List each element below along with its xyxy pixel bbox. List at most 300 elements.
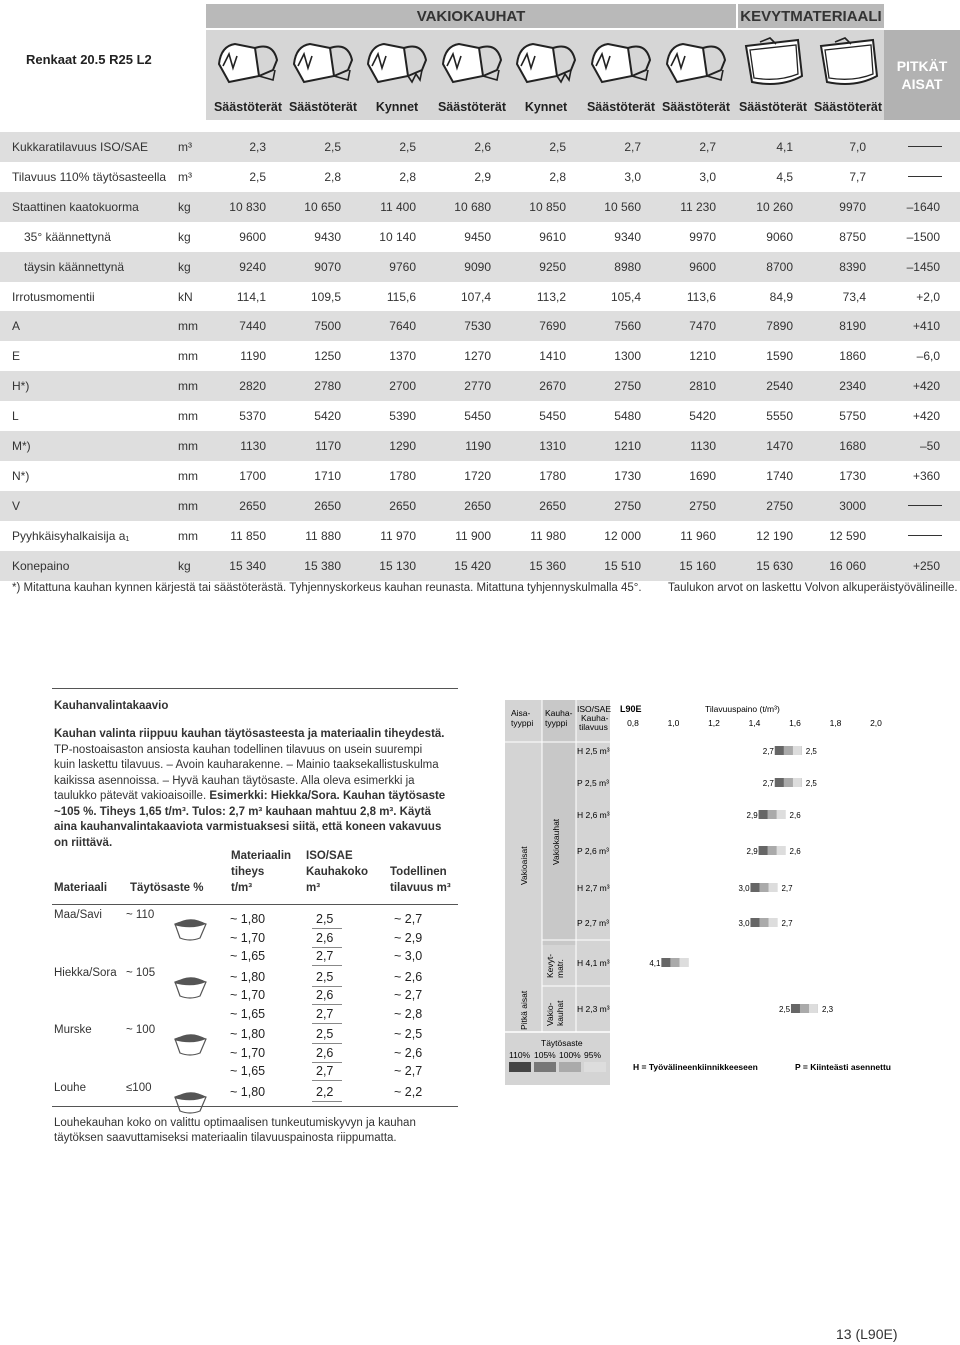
- dash-line: [908, 176, 942, 177]
- row-value: 8980: [614, 259, 641, 274]
- chart-value-label: 2,3: [821, 1005, 834, 1014]
- row-label: Pyyhkäisyhalkaisija a₁: [12, 528, 130, 543]
- chart-bar: [777, 810, 786, 819]
- row-value: 1590: [766, 349, 793, 364]
- table-row: [0, 461, 960, 491]
- row-value: 1690: [689, 468, 716, 483]
- actual-h1: Todellinen: [390, 866, 447, 878]
- density-h1: Materiaalin: [231, 850, 292, 862]
- bucket-edge-icon-graphic: [588, 36, 654, 90]
- fill-swatch: [534, 1062, 556, 1072]
- row-value: 9430: [314, 229, 341, 244]
- chart-head-kauha: tyyppi: [545, 718, 568, 728]
- row-value: 2650: [389, 498, 416, 513]
- material-fill: ≤100: [126, 1081, 152, 1094]
- row-value: 2,7: [699, 140, 716, 154]
- row-value: 9340: [614, 229, 641, 244]
- material-cell: 2,5: [316, 912, 334, 926]
- material-cell: ~ 2,8: [394, 1006, 423, 1021]
- chart-title: Tilavuuspaino (t/m³): [705, 704, 780, 714]
- table-row: [0, 192, 960, 222]
- row-label: Tilavuus 110% täytösasteella: [12, 169, 167, 184]
- row-value: 1410: [539, 349, 566, 364]
- row-value: 2750: [614, 498, 641, 513]
- chart-bar: [768, 846, 777, 855]
- row-unit: m³: [178, 140, 192, 154]
- chart-value-label: 3,0: [738, 884, 750, 893]
- row-value: 2,8: [549, 169, 566, 184]
- row-value: 1170: [315, 439, 341, 453]
- row-value: 3000: [839, 498, 866, 513]
- row-value: 8390: [839, 259, 866, 274]
- material-cell: ~ 1,70: [230, 988, 266, 1002]
- row-label: L: [12, 409, 19, 424]
- row-value-long-arm: –50: [919, 439, 940, 453]
- row-unit: kg: [178, 229, 191, 244]
- material-cell: ~ 2,5: [394, 1027, 423, 1041]
- row-value: 2700: [389, 379, 416, 394]
- row-value: 2,5: [549, 140, 566, 154]
- chart-x-tick: 1,4: [748, 718, 761, 728]
- row-value: 8750: [839, 229, 866, 244]
- column-label: Kynnet: [375, 100, 419, 114]
- bucket-edge-icon-graphic: [290, 36, 356, 90]
- underline: [312, 928, 342, 929]
- bucket-fill-icon: [172, 1089, 208, 1115]
- divider: [52, 904, 458, 905]
- row-value: 1730: [614, 468, 641, 483]
- row-value: 2810: [689, 379, 716, 394]
- row-value: 2750: [766, 498, 793, 513]
- group-kevyt: Kevyt-: [545, 953, 555, 978]
- row-label: täysin käännettynä: [24, 259, 125, 274]
- row-value: 15 510: [604, 558, 641, 573]
- material-cell: 2,2: [316, 1084, 334, 1099]
- row-value: 8190: [839, 319, 866, 334]
- dash-line: [908, 146, 942, 147]
- row-value: 2540: [766, 379, 793, 394]
- material-cell: ~ 2,6: [394, 969, 423, 984]
- chart-value-label: 2,5: [778, 1005, 791, 1014]
- row-value: 15 130: [379, 558, 416, 573]
- row-value: 5750: [839, 409, 866, 424]
- bucket-teeth-icon-graphic: [364, 36, 430, 90]
- material-name: Maa/Savi: [54, 909, 102, 921]
- intro-p1: TP-nostoaisaston ansiosta kauhan todellinen tilavuus on usein suurempi: [54, 743, 423, 756]
- intro-p5: ~105 %. Tiheys 1,65 t/m³. Tulos: 2,7 m³ kauhaan mahtuu 2,8 m³. Käytä: [54, 805, 431, 818]
- chart-x-tick: 1,6: [789, 718, 801, 728]
- bucket-edge-icon: [660, 30, 732, 92]
- row-value: 1190: [465, 439, 491, 453]
- row-value: 2,8: [399, 169, 416, 184]
- column-label: Säästöterät: [738, 100, 808, 114]
- row-value: 1680: [839, 439, 866, 453]
- row-value: 7,0: [849, 140, 866, 154]
- row-value: 9250: [539, 259, 566, 274]
- material-cell: 2,6: [316, 1045, 334, 1060]
- row-value: 114,1: [236, 289, 266, 304]
- chart-bar: [777, 846, 786, 855]
- chart-row-label: P 2,7 m³: [577, 918, 609, 928]
- row-value: 10 560: [604, 199, 641, 214]
- col-fill: Täytösaste %: [130, 882, 204, 894]
- row-value-long-arm: –1640: [906, 199, 940, 214]
- row-value: 5370: [239, 409, 266, 424]
- row-unit: mm: [178, 409, 198, 424]
- column-label: Säästöterät: [213, 100, 283, 114]
- table-row: [0, 401, 960, 431]
- chart-head-kauha: Kauha-: [545, 708, 573, 718]
- row-value: 2650: [464, 498, 491, 513]
- group-vakiokauhat2: kauhat: [555, 1000, 565, 1026]
- footnote: *) Mitattuna kauhan kynnen kärjestä tai säästöterästä. Tyhjennyskorkeus kauhan reunasta. Mitattuna tyhjennyskulmalla 45°.: [12, 582, 642, 594]
- row-value: 1130: [690, 439, 716, 453]
- chart-value-label: 4,1: [649, 959, 661, 968]
- group-vakiokauhat: VAKIOKAUHAT: [206, 4, 736, 28]
- pitkat-line1: PITKÄT: [896, 58, 948, 74]
- row-value: 9600: [689, 259, 716, 274]
- table-row: [0, 521, 960, 551]
- table-row: [0, 371, 960, 401]
- row-label: V: [12, 498, 21, 513]
- fill-level: 100%: [559, 1050, 581, 1060]
- row-value: 1780: [389, 468, 416, 483]
- row-value: 7,7: [849, 169, 866, 184]
- row-value: 2650: [539, 498, 566, 513]
- row-value: 15 380: [304, 558, 341, 573]
- row-label: M*): [12, 439, 31, 453]
- bucket-edge-icon: [212, 30, 284, 92]
- row-label: Konepaino: [12, 558, 70, 573]
- row-value: 15 160: [679, 558, 716, 573]
- row-value: 15 360: [529, 558, 566, 573]
- row-value: 10 830: [229, 199, 266, 214]
- row-unit: mm: [178, 468, 198, 483]
- col-material: Materiaali: [54, 882, 108, 894]
- row-value: 2340: [839, 379, 866, 394]
- dash-line: [908, 505, 942, 506]
- row-value: 1780: [539, 468, 566, 483]
- row-value: 7530: [464, 319, 491, 334]
- chart-bar: [793, 746, 802, 755]
- row-unit: mm: [178, 379, 198, 394]
- row-value: 11 900: [455, 528, 491, 543]
- dash-line: [908, 535, 942, 536]
- material-cell: ~ 1,80: [230, 969, 266, 984]
- row-value: 1700: [239, 468, 266, 483]
- chart-value-label: 2,9: [746, 811, 758, 820]
- iso-h3: m³: [306, 882, 321, 894]
- row-value: 9760: [389, 259, 416, 274]
- intro-p6: aina kauhanvalintakaaviota varmistuaksesi siitä, että koneen vakavuus: [54, 821, 442, 833]
- table-row: [0, 222, 960, 252]
- row-value: 5450: [539, 409, 566, 424]
- row-label: 35° käännettynä: [24, 229, 111, 244]
- page-number: 13 (L90E): [836, 1326, 898, 1342]
- row-unit: kN: [178, 289, 193, 304]
- column-label: Säästöterät: [661, 100, 731, 114]
- intro-p4b: Esimerkki: Hiekka/Sora. Kauhan täytösaste: [209, 790, 446, 802]
- row-value: 16 060: [829, 558, 866, 573]
- row-value: 1130: [240, 439, 266, 453]
- row-value: 7640: [389, 319, 416, 334]
- material-fill: ~ 105: [126, 966, 156, 979]
- row-value: 15 630: [756, 558, 793, 573]
- fill-level: 110%: [509, 1050, 531, 1060]
- bucket-edge-icon: [287, 30, 359, 92]
- row-value: 2,6: [474, 140, 491, 154]
- bucket-teeth-icon: [361, 30, 433, 92]
- row-value: 11 980: [530, 528, 566, 543]
- row-value: 2670: [539, 379, 566, 394]
- fill-swatch: [584, 1062, 606, 1072]
- iso-h2: Kauhakoko: [306, 866, 368, 878]
- material-name: Hiekka/Sora: [54, 966, 117, 979]
- column-label: Kynnet: [524, 100, 568, 114]
- row-value: 5420: [689, 409, 716, 424]
- density-h3: t/m³: [231, 882, 253, 894]
- intro-p4: [54, 789, 474, 805]
- underline: [312, 947, 342, 948]
- material-cell: ~ 2,7: [394, 1064, 423, 1078]
- row-label: N*): [12, 468, 30, 483]
- col-iso: [306, 848, 368, 896]
- row-value: 11 850: [230, 528, 266, 543]
- row-value: 9970: [689, 229, 716, 244]
- chart-value-label: 2,5: [805, 747, 817, 756]
- row-value: 11 970: [380, 528, 416, 543]
- chart-head-aisa: Aisa-: [511, 708, 531, 718]
- row-value: 1370: [389, 349, 416, 364]
- chart-bar: [679, 958, 688, 967]
- row-value: 9450: [464, 229, 491, 244]
- row-value: 7470: [689, 319, 716, 334]
- row-value: 2,5: [249, 169, 266, 184]
- table-row: [0, 252, 960, 282]
- chart-head-aisa: tyyppi: [511, 718, 534, 728]
- chart-row-label: H 2,7 m³: [577, 883, 610, 893]
- table-row: [0, 311, 960, 341]
- row-value: 2650: [239, 498, 266, 513]
- chart-bar: [768, 810, 777, 819]
- row-value: 7690: [539, 319, 566, 334]
- table-row: [0, 431, 960, 461]
- row-value: 9600: [239, 229, 266, 244]
- underline: [312, 1062, 342, 1063]
- row-value: 9070: [314, 259, 341, 274]
- row-value: 12 190: [756, 528, 793, 543]
- row-value: 2750: [689, 498, 716, 513]
- chart-head-iso: ISO/SAE: [577, 704, 612, 714]
- row-value: 2820: [239, 379, 266, 394]
- underline: [312, 1080, 342, 1081]
- chart-row-label: H 2,3 m³: [577, 1004, 610, 1014]
- row-unit: kg: [178, 259, 191, 274]
- row-value: 1210: [689, 349, 716, 364]
- row-value: 3,0: [699, 169, 716, 184]
- row-value: 113,2: [536, 289, 566, 304]
- row-value: 5390: [389, 409, 416, 424]
- bucket-edge-icon: [585, 30, 657, 92]
- material-cell: 2,5: [316, 969, 334, 984]
- chart-x-tick: 1,8: [829, 718, 842, 728]
- row-value: 7440: [239, 319, 266, 334]
- group-vakiokauhat2: Vakio-: [545, 1002, 555, 1026]
- row-value-long-arm: –1450: [906, 259, 940, 274]
- chart-bar: [670, 958, 679, 967]
- row-value: 7890: [766, 319, 793, 334]
- row-label: H*): [12, 379, 30, 394]
- row-label: Staattinen kaatokuorma: [12, 199, 139, 214]
- row-value: 115,6: [386, 289, 416, 304]
- underline: [312, 965, 342, 966]
- row-value: 10 260: [756, 199, 793, 214]
- row-unit: mm: [178, 319, 198, 334]
- intro-bold: Kauhan valinta riippuu kauhan täytösasteesta ja materiaalin tiheydestä.: [54, 728, 445, 740]
- material-cell: 2,5: [316, 1027, 334, 1041]
- row-value: 12 590: [829, 528, 866, 543]
- chart-value-label: 2,6: [789, 847, 801, 856]
- row-value: 1730: [839, 468, 866, 483]
- chart-value-label: 2,7: [781, 919, 793, 928]
- bucket-edge-icon-graphic: [439, 36, 505, 90]
- row-unit: mm: [178, 528, 198, 543]
- row-value: 2,5: [399, 140, 416, 154]
- row-value: 2750: [614, 379, 641, 394]
- pitkat-line2: AISAT: [901, 76, 943, 92]
- row-value: 73,4: [842, 289, 866, 304]
- group-vakiokauhat: Vakiokauhat: [551, 818, 561, 865]
- material-cell: ~ 3,0: [394, 949, 423, 963]
- row-value-long-arm: +410: [912, 319, 940, 334]
- material-name: Murske: [54, 1024, 92, 1036]
- table-row: [0, 282, 960, 312]
- row-value: 1860: [839, 349, 866, 364]
- row-value-long-arm: +360: [912, 468, 940, 483]
- table-row: [0, 491, 960, 521]
- density-h2: tiheys: [231, 866, 265, 878]
- fill-level: 105%: [534, 1050, 556, 1060]
- row-value: 2,5: [324, 140, 341, 154]
- intro-p2: kuin laskettu tilavuus. – Avoin kauharakenne. – Mainio taaksekallistuskulma: [54, 759, 439, 771]
- group-vakioaisat: Vakioaisat: [519, 846, 529, 885]
- row-value: 5450: [464, 409, 491, 424]
- row-unit: mm: [178, 498, 198, 513]
- selection-intro: [54, 727, 474, 851]
- col-actual: [390, 864, 451, 896]
- underline: [312, 1004, 342, 1005]
- row-value: 10 650: [304, 199, 341, 214]
- fill-label: Täytösaste: [541, 1038, 583, 1048]
- row-value: 1300: [614, 349, 641, 364]
- material-cell: ~ 1,70: [230, 930, 266, 945]
- material-cell: 2,6: [316, 988, 334, 1002]
- row-value: 11 960: [680, 528, 716, 543]
- group-kevyt: matr.: [555, 959, 565, 978]
- row-value: 1270: [464, 349, 491, 364]
- row-value: 1190: [240, 349, 266, 364]
- column-label: Säästöterät: [586, 100, 656, 114]
- row-value-long-arm: +420: [912, 379, 940, 394]
- row-value: 1720: [464, 468, 491, 483]
- row-value: 9090: [464, 259, 491, 274]
- row-value: 4,5: [776, 169, 793, 184]
- light-material-bucket-icon-graphic: [815, 36, 881, 90]
- row-value: 5480: [614, 409, 641, 424]
- row-value: 107,4: [460, 289, 491, 304]
- chart-value-label: 2,7: [762, 747, 774, 756]
- row-value-long-arm: +420: [912, 409, 940, 424]
- intro-p3: kaikissa asennoissa. – Hyvä kauhan täytösaste. Alla oleva esimerkki ja: [54, 774, 415, 787]
- bucket-teeth-icon: [510, 30, 582, 92]
- note-line1: Louhekauhan koko on valittu optimaalisen tunkeutumiskyvyn ja kauhan: [54, 1117, 416, 1129]
- iso-h1: ISO/SAE: [306, 850, 353, 862]
- chart-bar: [768, 918, 777, 927]
- selection-title: Kauhanvalintakaavio: [54, 700, 169, 712]
- intro-p7: on riittävä.: [54, 836, 113, 849]
- col-density: [231, 848, 291, 896]
- actual-h2: tilavuus m³: [390, 882, 451, 894]
- row-value: 4,1: [776, 140, 793, 154]
- material-cell: ~ 1,65: [230, 949, 266, 963]
- bucket-teeth-icon-graphic: [513, 36, 579, 90]
- row-value: 5420: [314, 409, 341, 424]
- row-value-long-arm: +2,0: [916, 289, 940, 304]
- row-value: 84,9: [769, 289, 793, 304]
- row-value: 2,7: [624, 140, 641, 154]
- column-label: Säästöterät: [288, 100, 358, 114]
- material-name: Louhe: [54, 1081, 86, 1094]
- louhe-note: [54, 1116, 416, 1146]
- chart-bar: [768, 883, 777, 892]
- row-value: 2,9: [474, 169, 491, 184]
- chart-row-label: H 2,6 m³: [577, 810, 610, 820]
- chart-value-label: 2,5: [805, 779, 817, 788]
- row-label: Kukkaratilavuus ISO/SAE: [12, 140, 149, 154]
- underline: [312, 1101, 342, 1102]
- chart-row-label: P 2,5 m³: [577, 778, 609, 788]
- row-value: 1740: [766, 468, 793, 483]
- row-value: 7560: [614, 319, 641, 334]
- row-value: 10 680: [454, 199, 491, 214]
- row-value: 10 140: [379, 229, 416, 244]
- underline: [312, 986, 342, 987]
- chart-model: L90E: [620, 704, 642, 714]
- legend-h: H = Työvälineenkiinnikkeeseen: [633, 1062, 758, 1072]
- bucket-edge-icon-graphic: [663, 36, 729, 90]
- row-value: 15 420: [454, 558, 491, 573]
- bucket-fill-icon: [172, 1031, 208, 1057]
- row-label: Irrotusmomentii: [12, 289, 95, 304]
- divider: [52, 1106, 458, 1107]
- light-material-bucket-icon-graphic: [740, 36, 806, 90]
- row-value: 9970: [839, 199, 866, 214]
- row-value: 5550: [766, 409, 793, 424]
- row-unit: kg: [178, 199, 191, 214]
- group-kevytmateriaali: KEVYTMATERIAALI: [738, 4, 884, 28]
- table-row: [0, 341, 960, 371]
- chart-row-label: P 2,6 m³: [577, 846, 609, 856]
- chart-bar: [793, 778, 802, 787]
- row-value: 11 230: [680, 199, 716, 214]
- chart-bar: [784, 778, 793, 787]
- row-value: 3,0: [624, 169, 641, 184]
- row-value: 7500: [314, 319, 341, 334]
- chart-x-tick: 0,8: [627, 718, 639, 728]
- table-row: [0, 132, 960, 162]
- row-value: 2780: [314, 379, 341, 394]
- row-unit: mm: [178, 439, 198, 453]
